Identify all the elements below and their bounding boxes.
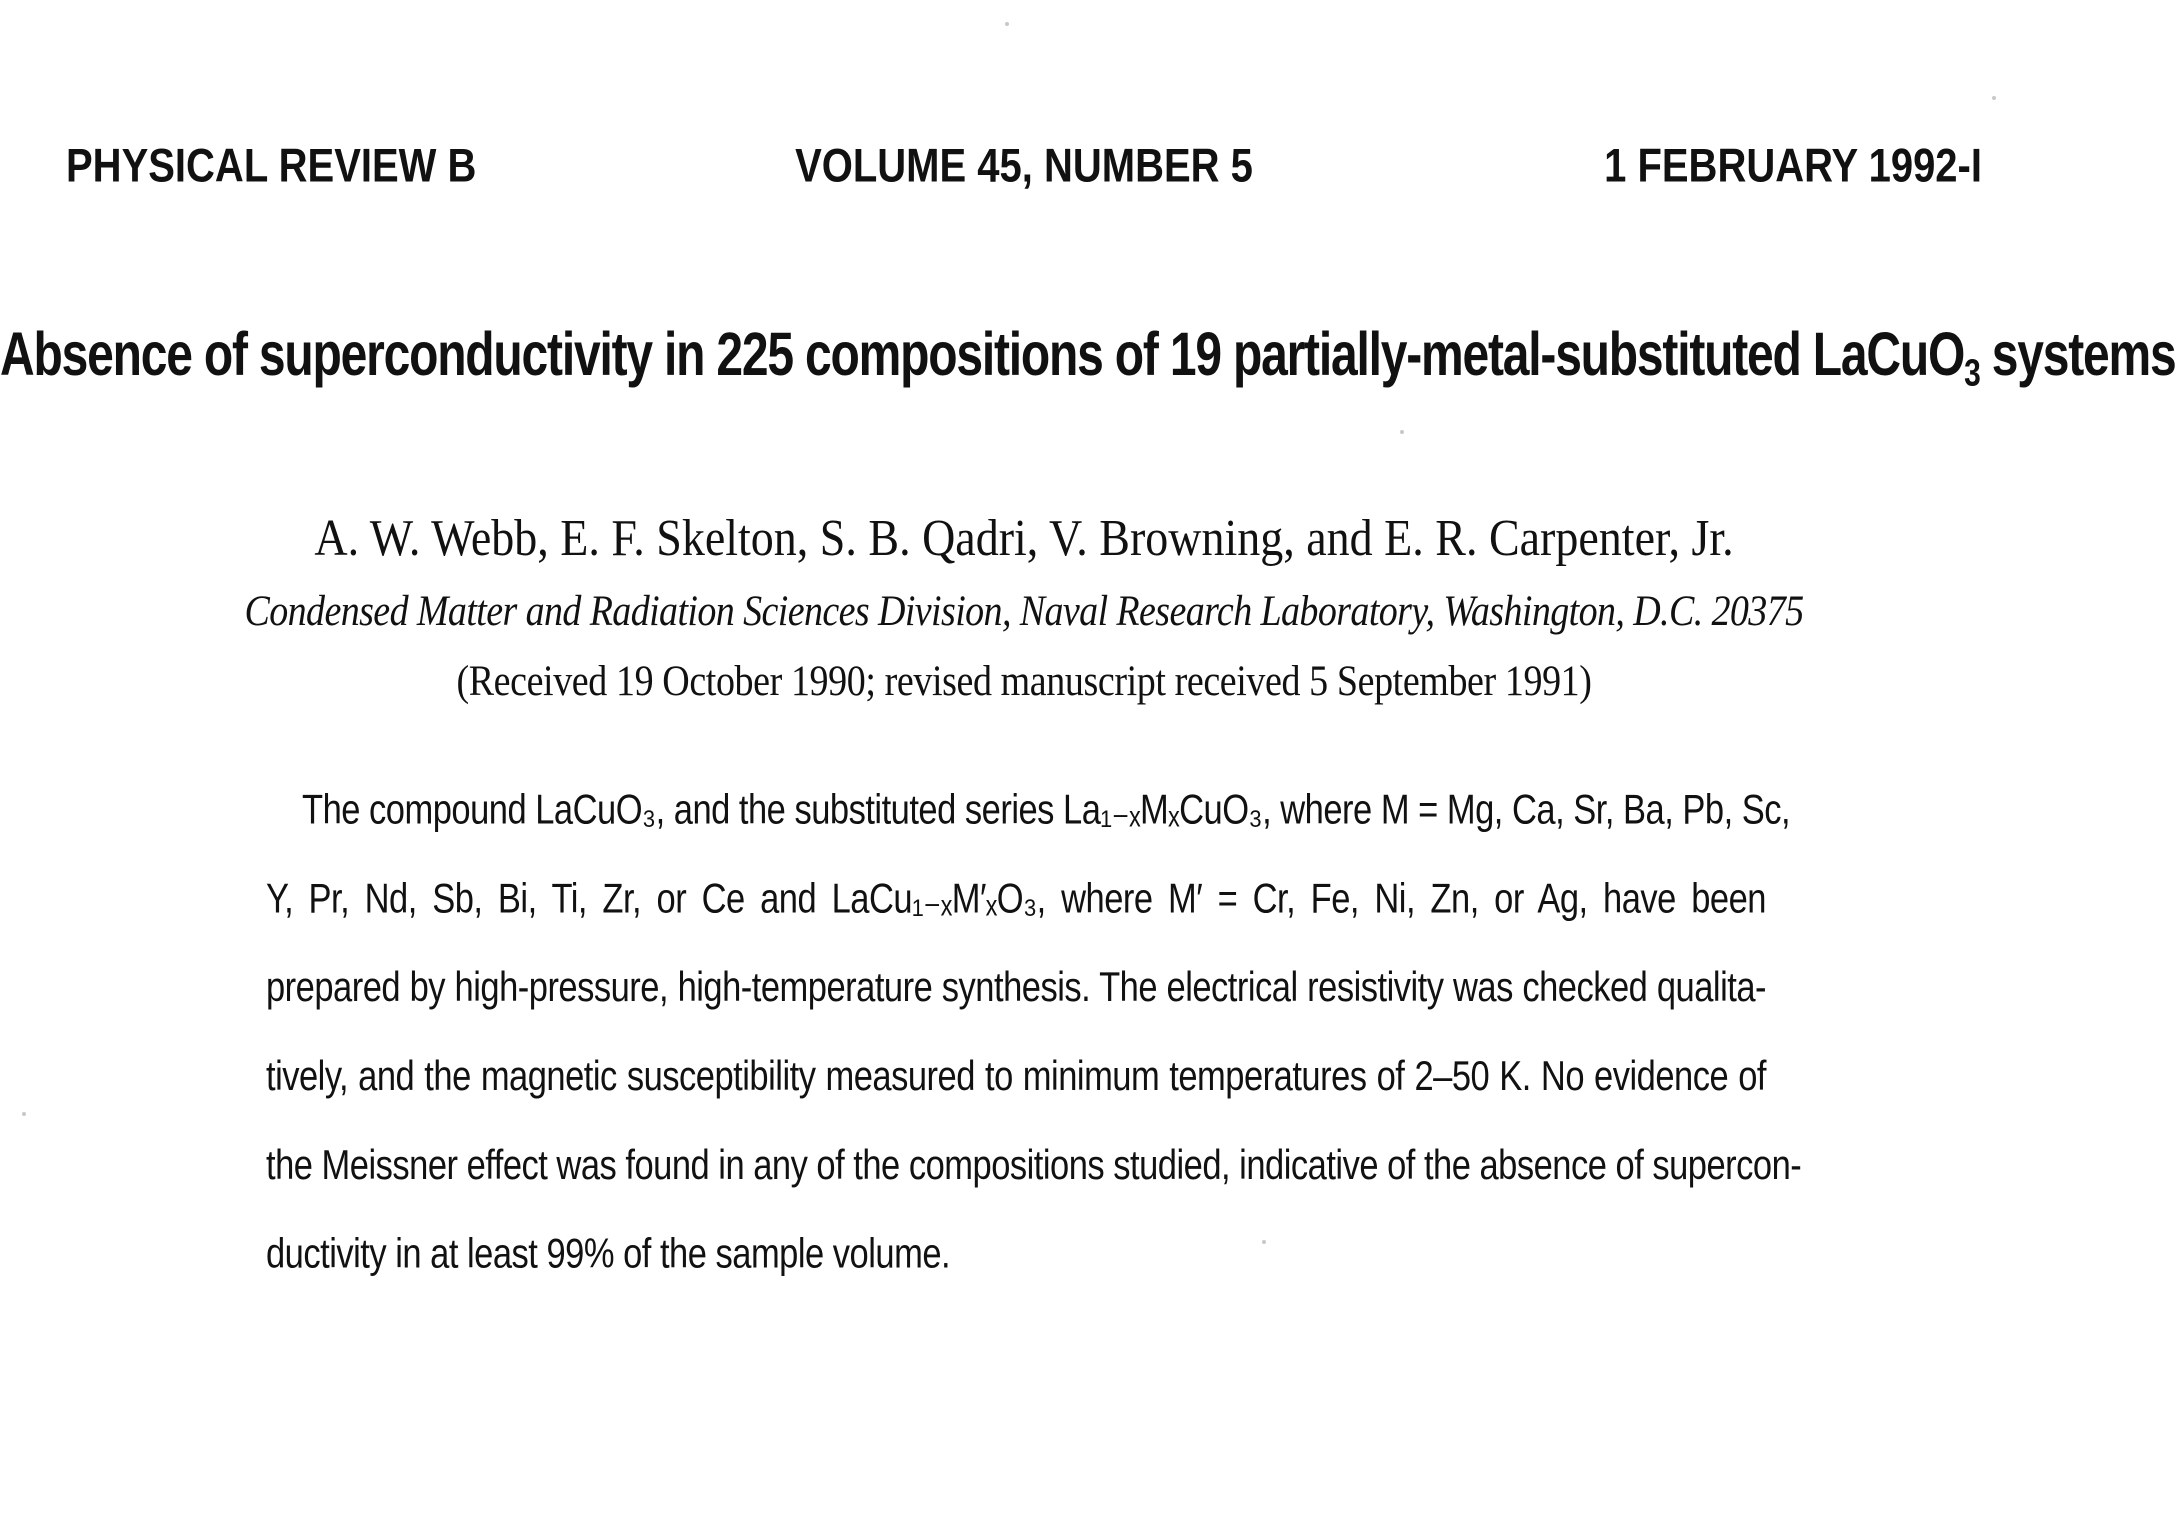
abstract-line: tively, and the magnetic susceptibility measured to minimum temperatures of 2–50 K. No evidence of (266, 1054, 1766, 1100)
title-main: Absence of superconductivity in 225 compositions of 19 partially-metal-substituted LaCuO (0, 321, 1965, 390)
abstract-line: the Meissner effect was found in any of the compositions studied, indicative of the absence of supercon- (266, 1142, 1802, 1189)
scan-speck (22, 1112, 26, 1116)
abstract-line: The compound LaCuO₃, and the substituted series La₁₋ₓMₓCuO₃, where M = Mg, Ca, Sr, Ba, Pb, Sc, (302, 787, 1791, 834)
journal-header (66, 140, 1982, 211)
scan-speck (1992, 96, 1996, 100)
issue-date: 1 FEBRUARY 1992-I (1604, 140, 1982, 192)
paper-title (0, 320, 2176, 396)
volume-number: VOLUME 45, NUMBER 5 (795, 140, 1253, 192)
abstract-line: Y, Pr, Nd, Sb, Bi, Ti, Zr, or Ce and LaCu₁₋ₓM′ₓO₃, where M′ = Cr, Fe, Ni, Zn, or Ag, have been (266, 876, 1766, 922)
scan-speck (1262, 1240, 1266, 1244)
title-tail: systems (1979, 321, 2176, 390)
author-affiliation: Condensed Matter and Radiation Sciences Division, Naval Research Laboratory, Washington, D.C. 20375 (244, 587, 1804, 636)
received-dates: (Received 19 October 1990; revised manuscript received 5 September 1991) (456, 657, 1592, 706)
abstract (266, 766, 1802, 1299)
title-subscript: 3 (1964, 352, 1980, 395)
scan-speck (1005, 22, 1009, 26)
scan-speck (1400, 430, 1404, 434)
abstract-line: prepared by high-pressure, high-temperature synthesis. The electrical resistivity was checked qualita- (266, 965, 1766, 1011)
abstract-line: ductivity in at least 99% of the sample volume. (266, 1231, 951, 1278)
author-list: A. W. Webb, E. F. Skelton, S. B. Qadri, V. Browning, and E. R. Carpenter, Jr. (314, 509, 1734, 567)
journal-name: PHYSICAL REVIEW B (66, 140, 477, 192)
